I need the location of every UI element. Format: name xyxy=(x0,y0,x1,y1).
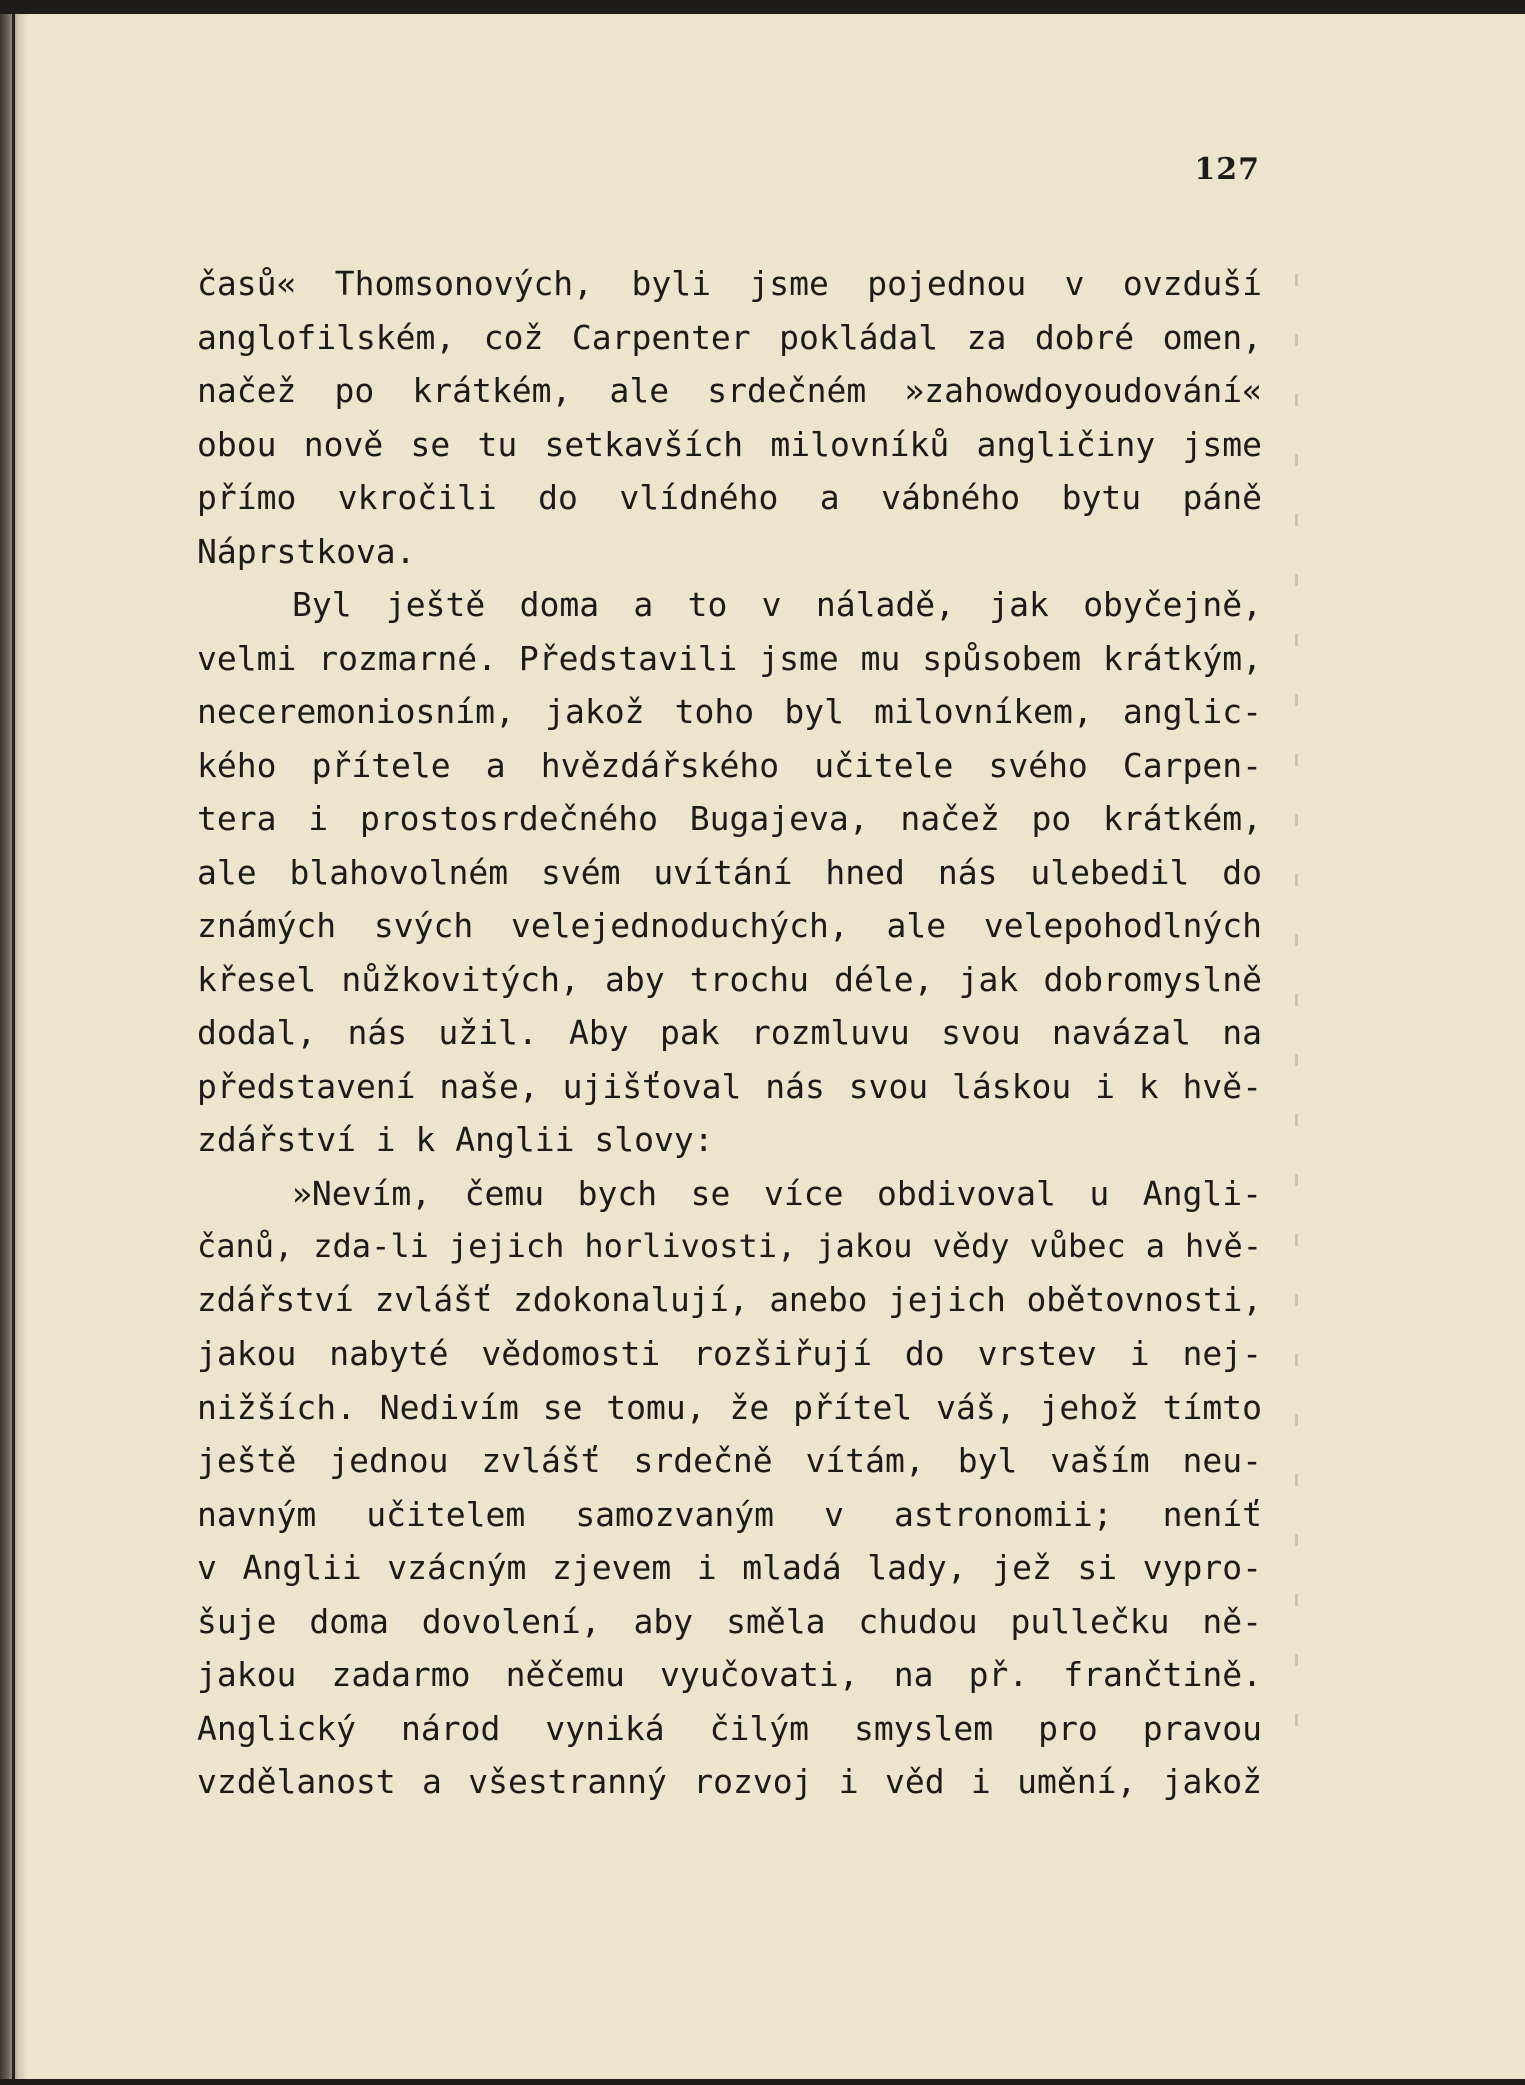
text-line: vzdělanost a všestranný rozvoj i věd i umění, jakož xyxy=(197,1762,1262,1801)
text-line: představení naše, ujišťoval nás svou láskou i k hvě- xyxy=(197,1066,1262,1106)
text-line: velmi rozmarné. Představili jsme mu spůsobem krátkým, xyxy=(197,638,1262,678)
text-line: Náprstkova. xyxy=(197,531,416,571)
text-line: ale blahovolném svém uvítání hned nás ulebedil do xyxy=(197,852,1262,892)
text-line: v Anglii vzácným zjevem i mladá lady, jež si vypro- xyxy=(197,1548,1262,1587)
book-page xyxy=(0,14,1525,2079)
text-line: ještě jednou zvlášť srdečně vítám, byl vaším neu- xyxy=(197,1441,1262,1480)
body-text xyxy=(197,257,1262,1809)
text-line: Anglický národ vyniká čilým smyslem pro pravou xyxy=(197,1708,1262,1748)
text-line: neceremoniosním, jakož toho byl milovníkem, anglic- xyxy=(197,692,1262,731)
text-line: obou nově se tu setkavších milovníků angličiny jsme xyxy=(197,424,1262,464)
binding-edge xyxy=(12,14,15,2079)
text-line: Byl ještě doma a to v náladě, jak obyčejně, xyxy=(292,585,1262,624)
text-line: navným učitelem samozvaným v astronomii; neníť xyxy=(197,1494,1262,1534)
text-line: přímo vkročili do vlídného a vábného bytu páně xyxy=(197,478,1262,517)
text-line: časů« Thomsonových, byli jsme pojednou v ovzduší xyxy=(197,264,1262,303)
text-line: tera i prostosrdečného Bugajeva, načež po krátkém, xyxy=(197,799,1262,838)
page-number: 127 xyxy=(1194,152,1260,187)
text-line: načež po krátkém, ale srdečném »zahowdoyoudování« xyxy=(197,371,1262,410)
show-through-marks xyxy=(1295,274,1298,1754)
text-line: zdářství zvlášť zdokonalují, anebo jejich obětovnosti, xyxy=(197,1280,1262,1319)
text-line: jakou zadarmo něčemu vyučovati, na př. frančtině. xyxy=(197,1655,1262,1694)
text-line: čanů, zda-li jejich horlivosti, jakou vědy vůbec a hvě- xyxy=(197,1227,1262,1265)
text-line: nižších. Nedivím se tomu, že přítel váš, jehož tímto xyxy=(197,1387,1262,1427)
text-line: anglofilském, což Carpenter pokládal za dobré omen, xyxy=(197,317,1262,357)
text-line: známých svých velejednoduchých, ale velepohodlných xyxy=(197,906,1262,945)
text-line: kého přítele a hvězdářského učitele svého Carpen- xyxy=(197,745,1262,785)
text-line: jakou nabyté vědomosti rozšiřují do vrstev i nej- xyxy=(197,1334,1262,1373)
text-line: dodal, nás užil. Aby pak rozmluvu svou navázal na xyxy=(197,1013,1262,1052)
text-line: »Nevím, čemu bych se více obdivoval u Angli- xyxy=(292,1173,1262,1213)
text-line: šuje doma dovolení, aby směla chudou pullečku ně- xyxy=(197,1601,1262,1641)
text-line: zdářství i k Anglii slovy: xyxy=(197,1120,714,1159)
text-line: křesel nůžkovitých, aby trochu déle, jak dobromyslně xyxy=(197,959,1262,999)
